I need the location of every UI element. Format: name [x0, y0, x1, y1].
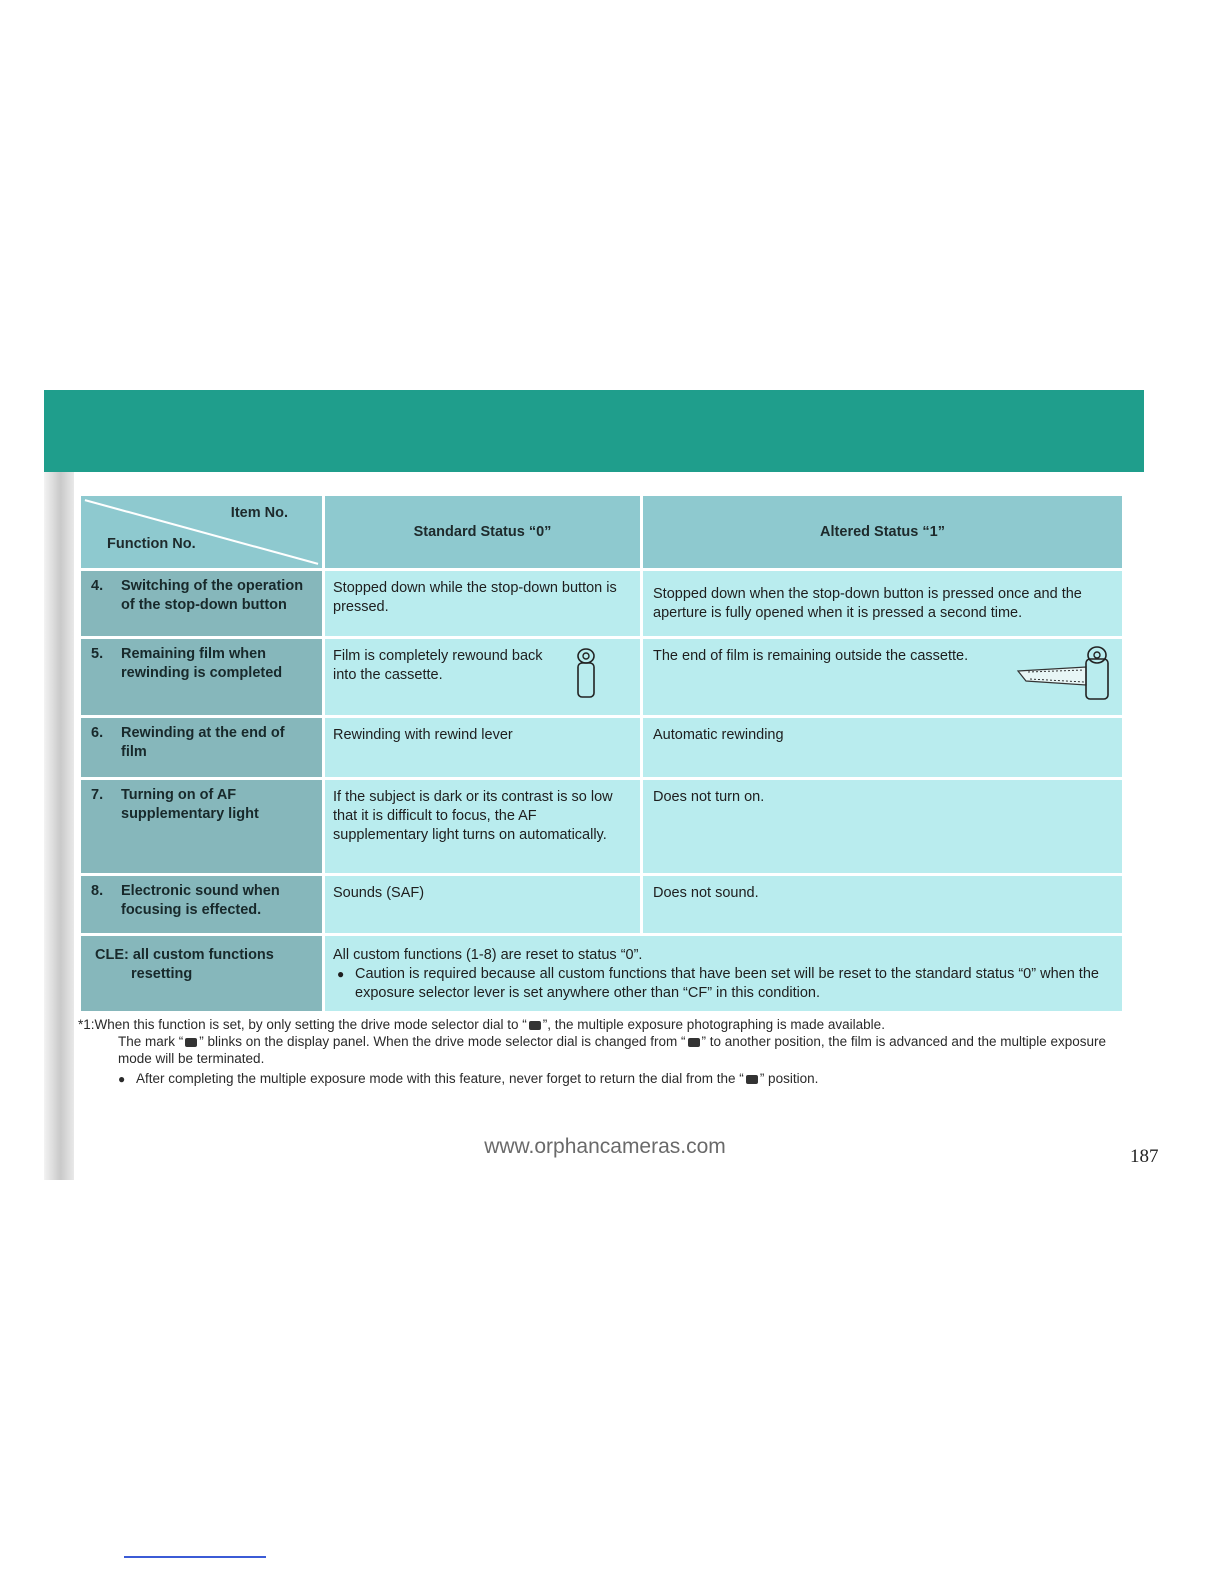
footnote-line-1: [78, 1016, 1122, 1033]
multiple-exposure-mark-icon: [688, 1038, 700, 1047]
function-label: Turning on of AF supplementary light: [121, 787, 259, 822]
film-canister-icon: [575, 647, 597, 707]
footnote-text: ” to another position, the film is advanced and the multiple exposure mode will be terminated.: [118, 1034, 1107, 1066]
standard-status-text: Film is completely rewound back into the cassette.: [333, 648, 543, 683]
function-number: 7.: [91, 787, 104, 803]
clear-label-line2: resetting: [131, 966, 193, 982]
function-no-label: Function No.: [107, 536, 196, 552]
function-cell: [80, 875, 324, 935]
custom-functions-table: [78, 493, 1125, 1014]
item-no-label: Item No.: [230, 505, 288, 521]
function-label: Switching of the operation of the stop-down button: [121, 578, 304, 613]
function-cell: [80, 638, 324, 717]
table-row: [80, 779, 1124, 875]
table-header-row: [80, 495, 1124, 570]
footnote: [78, 1016, 1122, 1088]
function-number: 5.: [91, 646, 104, 662]
bullet-icon: ●: [118, 1072, 126, 1086]
clear-description-cell: [324, 935, 1124, 1013]
altered-status-cell: Does not turn on.: [642, 779, 1124, 875]
function-label: Rewinding at the end of film: [121, 725, 285, 760]
altered-status-text: The end of film is remaining outside the cassette.: [653, 648, 969, 664]
function-number: 6.: [91, 725, 104, 741]
page-spine-shadow: [44, 390, 74, 1180]
function-number: 8.: [91, 883, 104, 899]
caution-text: Caution is required because all custom functions that have been set will be reset to the standard status “0” when the exposure selector lever is set anywhere other than “CF” in this condition.: [355, 966, 1099, 1001]
function-cell: [80, 570, 324, 638]
function-cell: [80, 779, 324, 875]
clear-row: [80, 935, 1124, 1013]
footnote-line-2: [78, 1033, 1122, 1067]
clear-label-line1: CLE: all custom functions: [95, 947, 274, 963]
standard-status-cell: Stopped down while the stop-down button is pressed.: [324, 570, 642, 638]
table-row: [80, 717, 1124, 779]
altered-status-cell: Automatic rewinding: [642, 717, 1124, 779]
corner-header-cell: [80, 495, 324, 570]
footnote-text: *1:When this function is set, by only setting the drive mode selector dial to “: [78, 1017, 527, 1032]
table-row: [80, 638, 1124, 717]
footnote-text: ” blinks on the display panel. When the drive mode selector dial is changed from “: [199, 1034, 686, 1049]
multiple-exposure-mark-icon: [185, 1038, 197, 1047]
caution-note: [333, 965, 1114, 1003]
function-cell: [80, 935, 324, 1013]
website-url: www.orphancameras.com: [484, 1135, 726, 1158]
function-label: Remaining film when rewinding is completed: [121, 646, 283, 681]
standard-status-cell: Sounds (SAF): [324, 875, 642, 935]
bullet-icon: ●: [337, 967, 345, 981]
altered-status-cell: [642, 638, 1124, 717]
footnote-text: ”, the multiple exposure photographing is made available.: [542, 1017, 885, 1032]
header-band: [44, 390, 1144, 472]
footnote-text: After completing the multiple exposure mode with this feature, never forget to return the dial from the “: [136, 1071, 744, 1086]
standard-status-cell: If the subject is dark or its contrast is so low that it is difficult to focus, the AF supplementary light turns on automatically.: [324, 779, 642, 875]
custom-functions-table-wrap: [78, 493, 1122, 1014]
altered-status-header: Altered Status “1”: [642, 495, 1124, 570]
standard-status-cell: Rewinding with rewind lever: [324, 717, 642, 779]
function-number: 4.: [91, 578, 104, 594]
standard-status-cell: [324, 638, 642, 717]
table-row: [80, 570, 1124, 638]
altered-status-cell: Stopped down when the stop-down button is pressed once and the aperture is fully opened when it is pressed a second time.: [642, 570, 1124, 638]
function-cell: [80, 717, 324, 779]
footnote-bullet: [78, 1070, 1122, 1088]
film-leader-icon: [1016, 645, 1116, 709]
footnote-text: ” position.: [759, 1071, 819, 1086]
altered-status-cell: Does not sound.: [642, 875, 1124, 935]
standard-status-header: Standard Status “0”: [324, 495, 642, 570]
multiple-exposure-mark-icon: [529, 1021, 541, 1030]
bottom-rule: [124, 1556, 266, 1558]
footnote-text: The mark “: [118, 1034, 184, 1049]
page-number: 187: [1130, 1146, 1159, 1167]
function-label: Electronic sound when focusing is effected.: [121, 883, 280, 918]
table-row: [80, 875, 1124, 935]
clear-description: All custom functions (1-8) are reset to status “0”.: [333, 947, 643, 963]
multiple-exposure-mark-icon: [746, 1075, 758, 1084]
